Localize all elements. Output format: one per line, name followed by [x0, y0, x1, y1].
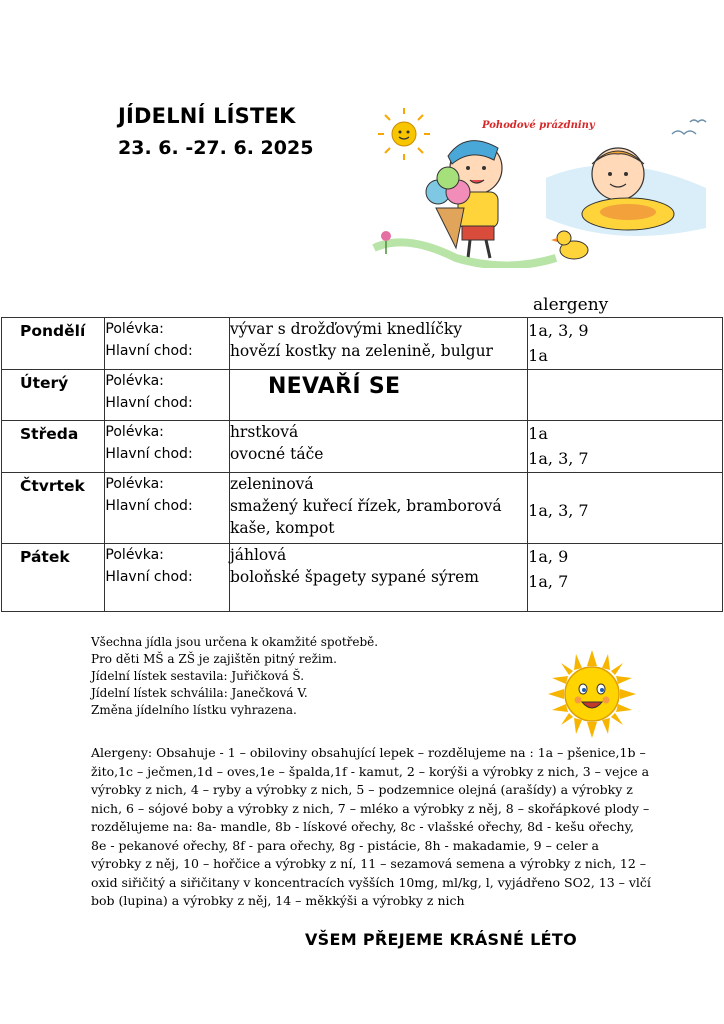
- soup-dish: jáhlová: [229, 546, 287, 564]
- main-dish: hovězí kostky na zelenině, bulgur: [229, 342, 493, 360]
- table-row: [2, 370, 723, 421]
- seagull-icon: [672, 120, 706, 134]
- illustration-caption: Pohodové prázdniny: [482, 120, 595, 131]
- main-dish: smažený kuřecí řízek, bramborová kaše, kompot: [229, 497, 502, 537]
- soup-allergens: 1a, 3, 9: [528, 321, 589, 340]
- footer-wish: VŠEM PŘEJEME KRÁSNÉ LÉTO: [305, 930, 577, 949]
- soup-allergens: 1a, 9: [528, 547, 569, 566]
- main-dish: boloňské špagety sypané sýrem: [229, 568, 479, 586]
- sun-icon: [378, 108, 430, 160]
- day-name: Pátek: [20, 548, 70, 566]
- allergens-column-header: alergeny: [533, 295, 609, 315]
- table-row: [2, 544, 723, 612]
- table-row: [2, 473, 723, 544]
- soup-label: Polévka:: [105, 476, 164, 492]
- soup-dish: vývar s drožďovými knedlíčky: [229, 320, 463, 338]
- menu-table: [1, 317, 723, 612]
- main-label: Hlavní chod:: [105, 569, 193, 585]
- main-label: Hlavní chod:: [105, 446, 193, 462]
- table-row: [2, 318, 723, 370]
- day-name: Středa: [20, 425, 79, 443]
- child-with-swim-ring: [546, 148, 706, 236]
- soup-allergens: 1a: [528, 424, 548, 443]
- smiling-sun-icon: [548, 650, 636, 738]
- note-line: Změna jídelního lístku vyhrazena.: [91, 703, 297, 717]
- notes-block: [91, 634, 551, 719]
- table-row: [2, 421, 723, 473]
- soup-label: Polévka:: [105, 547, 164, 563]
- main-allergens: 1a, 3, 7: [528, 501, 589, 520]
- day-name: Pondělí: [20, 322, 86, 340]
- day-name: Úterý: [20, 374, 69, 392]
- date-range: 23. 6. -27. 6. 2025: [118, 137, 314, 159]
- note-line: Pro děti MŠ a ZŠ je zajištěn pitný režim.: [91, 652, 337, 666]
- main-allergens: 1a, 7: [528, 572, 569, 591]
- page-title: JÍDELNÍ LÍSTEK: [118, 104, 296, 128]
- note-line: Všechna jídla jsou určena k okamžité spotřebě.: [91, 635, 379, 649]
- summer-illustration: [366, 108, 716, 268]
- main-label: Hlavní chod:: [105, 395, 193, 411]
- main-dish: ovocné táče: [229, 445, 324, 463]
- soup-label: Polévka:: [105, 321, 164, 337]
- soup-dish: zeleninová: [229, 475, 314, 493]
- soup-label: Polévka:: [105, 424, 164, 440]
- duck-icon: [551, 231, 588, 259]
- main-allergens: 1a: [528, 346, 548, 365]
- main-label: Hlavní chod:: [105, 343, 193, 359]
- soup-label: Polévka:: [105, 373, 164, 389]
- note-line: Jídelní lístek schválila: Janečková V.: [91, 686, 308, 700]
- child-with-ice-cream: [374, 141, 556, 266]
- soup-dish: hrstková: [229, 423, 299, 441]
- main-allergens: 1a, 3, 7: [528, 449, 589, 468]
- allergens-legend: Alergeny: Obsahuje - 1 – obiloviny obsahující lepek – rozdělujeme na : 1a – pšenice,1b – žito,1c – ječmen,1d – oves,1e – špalda,1f - kamut, 2 – korýši a výrobky z nich, 3 – vejce a výrobky z nich, 4 – ryby a výrobky z nich, 5 – podzemnice olejná (arašídy) a výrobky z nich, 6 – sójové boby a výrobky z nich, 7 – mléko a výrobky z něj, 8 – skořápkové plody – rozdělujeme na: 8a- mandle, 8b - lískové ořechy, 8c - vlašské ořechy, 8d - kešu ořechy, 8e - pekanové ořechy, 8f - para ořechy, 8g - pistácie, 8h - makadamie, 9 – celer a výrobky z něj, 10 – hořčice a výrobky z ní, 11 – sezamová semena a výrobky z nich, 12 – oxid siřičitý a siřičitany v koncentracích vyšších 10mg, ml/kg, l, vyjádřeno SO2, 13 – vlčí bob (lupina) a výrobky z něj, 14 – měkkýši a výrobky z nich: [91, 745, 651, 908]
- closed-notice: NEVAŘÍ SE: [267, 374, 401, 399]
- day-name: Čtvrtek: [20, 477, 85, 495]
- note-line: Jídelní lístek sestavila: Juřičková Š.: [91, 669, 305, 683]
- main-label: Hlavní chod:: [105, 498, 193, 514]
